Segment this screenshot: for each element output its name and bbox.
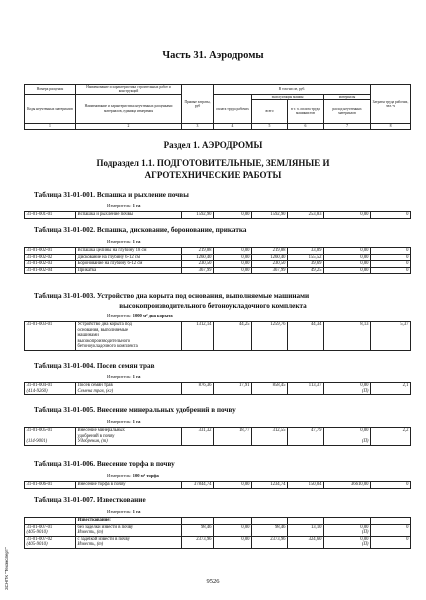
rate-value: 0,00 xyxy=(324,267,371,274)
rate-name xyxy=(76,322,182,351)
table-row xyxy=(25,212,411,219)
material-name: Семена трав, (кг) xyxy=(77,388,114,394)
rates-table xyxy=(24,517,411,549)
material-flag: (П) xyxy=(361,542,369,548)
rate-value: 0,00 xyxy=(324,248,371,255)
header-c1b: Коды неучтенных материалов xyxy=(25,94,76,123)
rate-value: 0 xyxy=(371,261,411,268)
rate-value: 0 xyxy=(371,536,411,548)
rate-value: 8,13 xyxy=(324,322,371,351)
header-c6: в т. ч. оплата труда машинистов xyxy=(288,99,324,123)
header-c3: Прямые затраты, руб xyxy=(182,85,214,124)
material-flag: (П) xyxy=(361,530,369,536)
rate-value: 230,50 xyxy=(252,261,288,268)
rate-value: 0,00 xyxy=(214,267,252,274)
rate-value: 219,88 xyxy=(182,248,214,255)
rate-value: 17,91 xyxy=(214,383,252,395)
header-c2a: Наименование и характеристика строительных работ и конструкций xyxy=(76,85,182,95)
rate-value: 1592,90 xyxy=(182,212,214,219)
rate-value: 44,34 xyxy=(288,322,324,351)
rate-code: 31-01-006-01 xyxy=(25,482,76,489)
rate-value: 367,99 xyxy=(182,267,214,274)
material-code: (414-9260) xyxy=(26,388,48,394)
rate-value: 1259,76 xyxy=(252,322,288,351)
rate-value: 0 xyxy=(371,267,411,274)
rates-table xyxy=(24,427,411,446)
rate-name: Боронование на глубину 6-12 см xyxy=(76,261,182,268)
header-num: 3 xyxy=(182,123,214,129)
material-code: (405-9010) xyxy=(26,542,48,548)
table-row xyxy=(25,524,411,536)
rate-name-line: машинами xyxy=(77,333,99,339)
rate-value: 39,69 xyxy=(288,261,324,268)
rate-value: 49,25 xyxy=(288,267,324,274)
rate-value: 876,36 xyxy=(182,383,214,395)
rate-value: 0,00 (П) xyxy=(324,428,371,446)
table-title: Таблица 31-01-004. Посев семян трав xyxy=(34,362,155,370)
rate-name: Вспашка и рыхление почвы xyxy=(76,212,182,219)
rate-value: 312,55 xyxy=(252,428,288,446)
rate-value: 98,46 xyxy=(252,524,288,536)
table-title: Таблица 31-01-002. Вспашка, дискование, боронование, прикатка xyxy=(34,226,247,234)
rate-value: 18,77 xyxy=(214,428,252,446)
material-name: Известь, (т) xyxy=(77,530,104,536)
rate-name-line: Устройство дна корыта под xyxy=(77,322,132,327)
measure-line: Измеритель: 1 га xyxy=(107,239,141,244)
rate-value: 0,00 xyxy=(324,261,371,268)
measure-line: Измеритель: 1 га xyxy=(107,509,141,514)
rate-value: 0,00 xyxy=(214,524,252,536)
rate-value: 155,52 xyxy=(288,254,324,261)
rate-value: 0 xyxy=(371,524,411,536)
table-row xyxy=(25,248,411,255)
table-title: Таблица 31-01-005. Внесение минеральных удобрений в почву xyxy=(34,406,236,414)
measure-line: Измеритель: 1 га xyxy=(107,419,141,424)
part-title: Часть 31. Аэродромы xyxy=(162,50,264,61)
table-row xyxy=(25,322,411,351)
header-expl: эксплуатация машин xyxy=(252,94,324,99)
rate-value: 324,60 xyxy=(288,536,324,548)
subhead-label: Известкование: xyxy=(76,518,182,525)
table-title: Таблица 31-01-007. Известкование xyxy=(34,496,146,504)
material-code: (405-9010) xyxy=(26,530,48,536)
rate-code: 31-01-002-03 xyxy=(25,261,76,268)
rate-code: 31-01-002-04 xyxy=(25,267,76,274)
rate-code: 31-01-004-01 (414-9260) xyxy=(25,383,76,395)
section-title: Раздел 1. АЭРОДРОМЫ xyxy=(163,140,263,150)
rates-table xyxy=(24,481,411,489)
rate-value: 2373,96 xyxy=(182,536,214,548)
rate-value: 367,99 xyxy=(252,267,288,274)
rate-value: 0 xyxy=(371,482,411,489)
table-title: Таблица 31-01-001. Вспашка и рыхление почвы xyxy=(34,191,189,199)
rate-code: 31-01-002-01 xyxy=(25,248,76,255)
subsection-title-line2: АГРОТЕХНИЧЕСКИЕ РАБОТЫ xyxy=(144,170,282,180)
rate-value: 98,46 xyxy=(182,524,214,536)
rate-value: 0,00 (П) xyxy=(324,524,371,536)
header-num: 4 xyxy=(214,123,252,129)
rate-value: 0,00 xyxy=(324,254,371,261)
header-num: 5 xyxy=(252,123,288,129)
header-c2b: Наименование и характеристика неучтенных расценками материалов, единица измерения xyxy=(76,94,182,123)
rate-value: 5,37 xyxy=(371,322,411,351)
rate-value: 13,10 xyxy=(288,524,324,536)
rate-value: 1234,74 xyxy=(252,482,288,489)
table-title: Таблица 31-01-006. Внесение торфа в почву xyxy=(34,460,175,468)
measure-line: Измеритель: 1 га xyxy=(107,374,141,379)
header-num: 1 xyxy=(25,123,76,129)
rate-value: 36610,00 xyxy=(324,482,371,489)
rate-value: 0,00 xyxy=(214,261,252,268)
rate-name-line: бетоноукладочного комплекта xyxy=(77,344,138,350)
rate-value: 2373,96 xyxy=(252,536,288,548)
measure-line: Измеритель: 1 га xyxy=(107,203,141,208)
rate-value: 0,00 xyxy=(214,536,252,548)
rate-value: 219,88 xyxy=(252,248,288,255)
material-flag: (П) xyxy=(361,439,369,445)
material-flag: (П) xyxy=(361,388,369,394)
rate-name: Прикатка xyxy=(76,267,182,274)
header-num: 7 xyxy=(324,123,371,129)
rate-value: 47,79 xyxy=(288,428,324,446)
rates-table xyxy=(24,247,411,274)
rates-table xyxy=(24,211,411,219)
rate-value: 0,00 xyxy=(324,212,371,219)
table-row xyxy=(25,428,411,446)
table-row xyxy=(25,482,411,489)
subsection-title-line1: Подраздел 1.1. ПОДГОТОВИТЕЛЬНЫЕ, ЗЕМЛЯНЫЕ И xyxy=(96,158,330,168)
rates-table xyxy=(24,382,411,395)
rate-value: 0,00 (П) xyxy=(324,536,371,548)
rate-value: 44,25 xyxy=(214,322,252,351)
header-num: 2 xyxy=(76,123,182,129)
header-num: 6 xyxy=(288,123,324,129)
table-title: Таблица 31-01-003. Устройство дна корыта под основания, выполняемые машинами xyxy=(34,292,310,300)
header-c7: расход неучтенных материалов xyxy=(324,99,371,123)
rate-value: 253,83 xyxy=(288,212,324,219)
rate-code: 31-01-001-01 xyxy=(25,212,76,219)
measure-line: Измеритель: 1000 м² дна корыта xyxy=(107,313,173,318)
rate-name: Вспашка целины на глубину 18 см xyxy=(76,248,182,255)
material-name: Известь, (т) xyxy=(77,542,104,548)
table-row xyxy=(25,267,411,274)
rate-code: 31-01-005-01 (114-9001) xyxy=(25,428,76,446)
header-c5: всего xyxy=(252,99,288,123)
table-row xyxy=(25,261,411,268)
rate-name: без заделки извести в почву Известь, (т) xyxy=(76,524,182,536)
rate-name: Посев семян трав Семена трав, (кг) xyxy=(76,383,182,395)
header-c1a: Номера расценок xyxy=(25,85,76,95)
table-row xyxy=(25,536,411,548)
rates-table xyxy=(24,321,411,351)
rate-name: Дискование на глубину 6-12 см xyxy=(76,254,182,261)
header-c4: оплата труда рабочих xyxy=(214,94,252,123)
material-code: (114-9001) xyxy=(26,439,48,445)
table-subhead-row xyxy=(25,518,411,525)
header-c8: Затраты труда рабочих, чел.-ч xyxy=(371,85,411,124)
rate-value: 0,00 (П) xyxy=(324,383,371,395)
column-header-table xyxy=(24,84,411,130)
rate-code: 31-01-002-02 xyxy=(25,254,76,261)
rate-value: 113,37 xyxy=(288,383,324,395)
rate-value: 2,2 xyxy=(371,428,411,446)
rate-value: 858,45 xyxy=(252,383,288,395)
rate-name: Внесение торфа в почву xyxy=(76,482,182,489)
rate-value: 0,00 xyxy=(214,212,252,219)
rate-value: 0 xyxy=(371,212,411,219)
header-incl: В том числе, руб. xyxy=(214,85,371,95)
rate-value: 230,50 xyxy=(182,261,214,268)
material-name: Удобрения, (т) xyxy=(77,439,108,445)
rate-value: 0 xyxy=(371,254,411,261)
rate-name: с задelкой извести в почву Известь, (т) xyxy=(76,536,182,548)
rate-value: 0,00 xyxy=(214,254,252,261)
measure-line: Измеритель: 100 м³ торфа xyxy=(107,473,159,478)
table-row xyxy=(25,254,411,261)
side-watermark: ЗСНПК "Техэксперт" xyxy=(4,547,9,590)
table-title-line2: высокопроизводительного бетоноукладочного комплекта xyxy=(119,302,307,310)
rate-value: 0,00 xyxy=(214,248,252,255)
rate-value: 2,1 xyxy=(371,383,411,395)
rate-value: 0,00 xyxy=(214,482,252,489)
rate-name: Внесение минеральных удобрений в почву Удобрения, (т) xyxy=(76,428,182,446)
rate-value: 1592,90 xyxy=(252,212,288,219)
rate-value: 33,89 xyxy=(288,248,324,255)
rate-value: 150,04 xyxy=(288,482,324,489)
rate-name-line: основания, выполняемые xyxy=(77,327,129,333)
header-num: 8 xyxy=(371,123,411,129)
rate-value: 37844,74 xyxy=(182,482,214,489)
header-mat: материалы xyxy=(324,94,371,99)
rate-name-line: высокопроизводительного xyxy=(77,338,131,344)
rate-code: 31-01-007-02 (405-9010) xyxy=(25,536,76,548)
rate-value: 0 xyxy=(371,248,411,255)
page-number: 9526 xyxy=(206,578,220,585)
rate-code: 31-01-003-01 xyxy=(25,322,76,351)
table-row xyxy=(25,383,411,395)
rate-value: 331,32 xyxy=(182,428,214,446)
rate-value: 1312,14 xyxy=(182,322,214,351)
rate-value: 1260,40 xyxy=(252,254,288,261)
rate-value: 1260,40 xyxy=(182,254,214,261)
rate-code: 31-01-007-01 (405-9010) xyxy=(25,524,76,536)
